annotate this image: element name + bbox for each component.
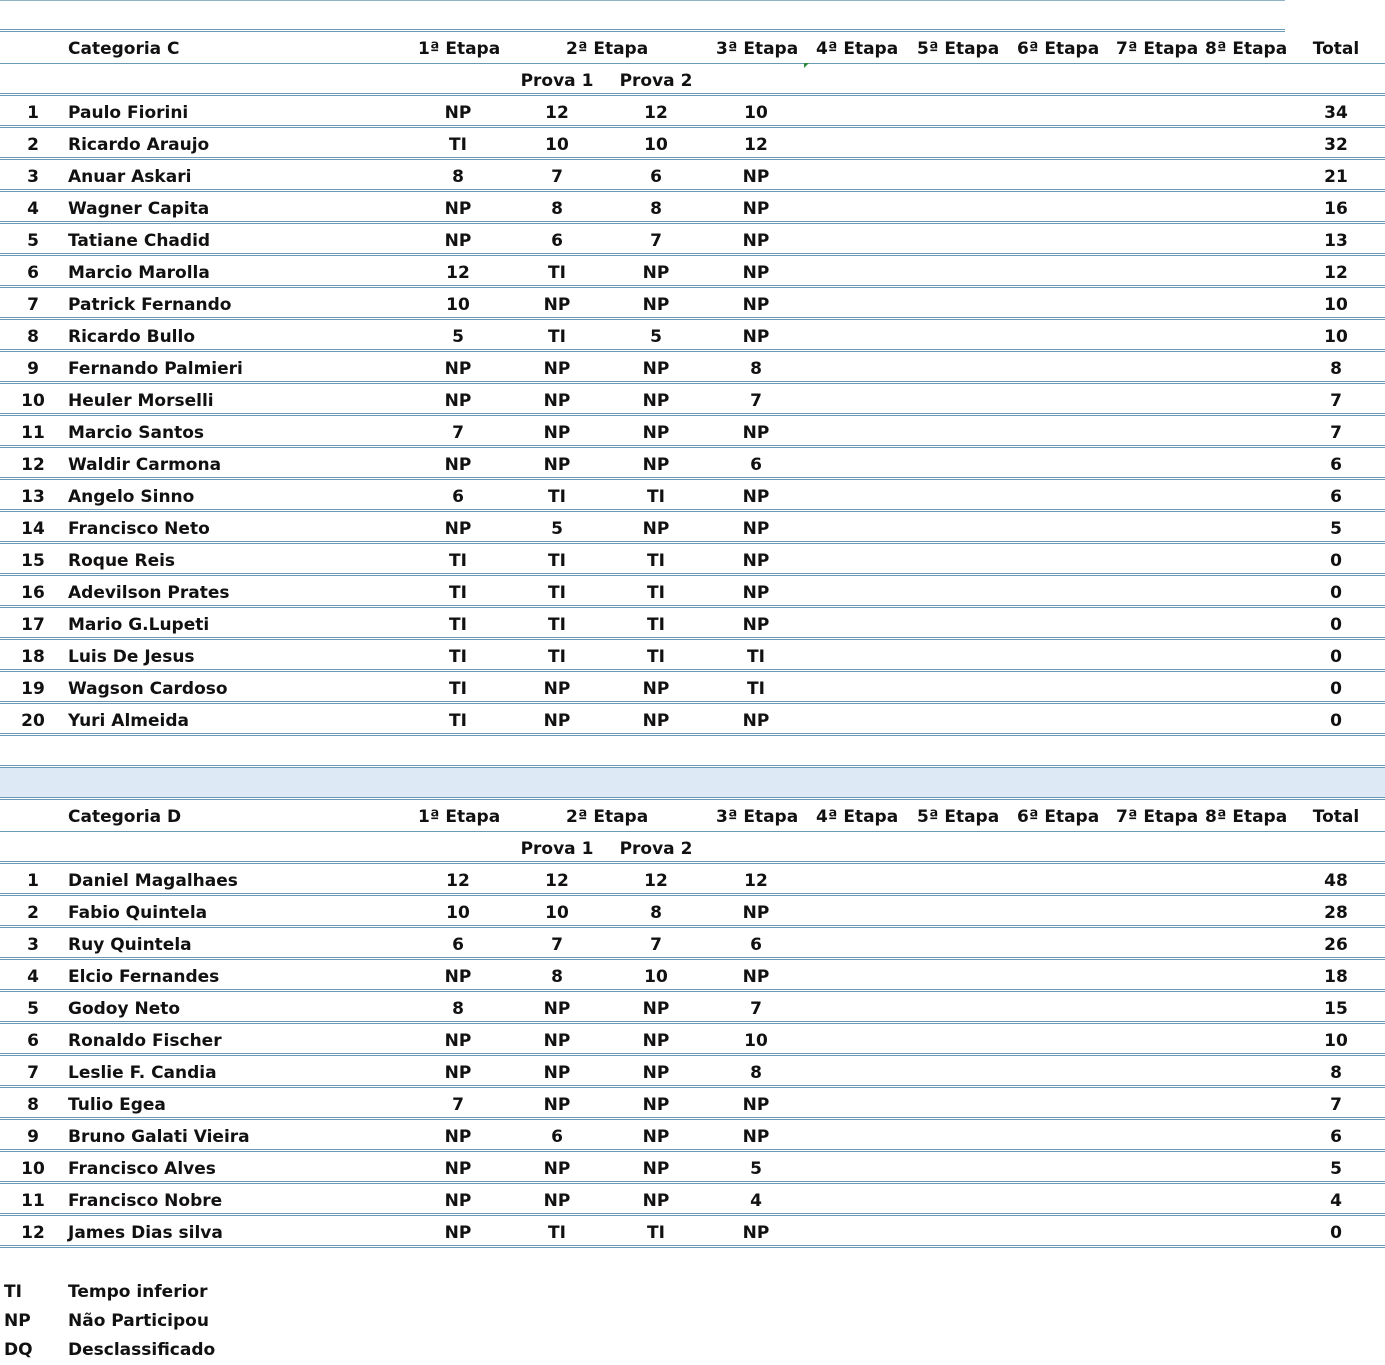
rank-cell: 2 <box>27 135 39 155</box>
col-etapa-4: 4ª Etapa <box>816 807 899 827</box>
prova-1-cell: NP <box>543 423 571 443</box>
rank-cell: 17 <box>21 615 45 635</box>
etapa-3-cell: NP <box>742 231 770 251</box>
prova-2-cell: TI <box>647 615 665 635</box>
row-border <box>0 957 1385 960</box>
prova-2-cell: 7 <box>650 935 662 955</box>
row-border <box>0 669 1385 672</box>
col-etapa-8: 8ª Etapa <box>1205 39 1288 59</box>
name-cell: Adevilson Prates <box>68 583 230 603</box>
name-cell: Wagner Capita <box>68 199 210 219</box>
total-cell: 12 <box>1324 263 1348 283</box>
total-cell: 15 <box>1324 999 1348 1019</box>
etapa-3-cell: 12 <box>744 871 768 891</box>
etapa-1-cell: NP <box>444 967 472 987</box>
prova-1-cell: 10 <box>545 135 569 155</box>
rank-cell: 1 <box>27 103 39 123</box>
row-border <box>0 541 1385 544</box>
etapa-3-cell: 5 <box>750 1159 762 1179</box>
etapa-3-cell: TI <box>747 679 765 699</box>
etapa-1-cell: NP <box>444 359 472 379</box>
prova-2-cell: NP <box>642 1159 670 1179</box>
row-border <box>0 701 1385 704</box>
prova-1-cell: NP <box>543 1191 571 1211</box>
prova-2-cell: NP <box>642 295 670 315</box>
row-border <box>0 1117 1385 1120</box>
etapa-1-cell: NP <box>444 519 472 539</box>
name-cell: Marcio Santos <box>68 423 205 443</box>
prova-2-cell: 12 <box>644 103 668 123</box>
name-cell: Francisco Nobre <box>68 1191 223 1211</box>
rank-cell: 11 <box>21 423 45 443</box>
cat-c-title: Categoria C <box>68 39 180 59</box>
col-etapa-1: 1ª Etapa <box>418 39 501 59</box>
etapa-3-cell: 8 <box>750 359 762 379</box>
total-cell: 13 <box>1324 231 1348 251</box>
name-cell: James Dias silva <box>68 1223 223 1243</box>
rank-cell: 9 <box>27 359 39 379</box>
prova-2-cell: NP <box>642 679 670 699</box>
total-cell: 0 <box>1330 551 1342 571</box>
rank-cell: 2 <box>27 903 39 923</box>
total-cell: 0 <box>1330 711 1342 731</box>
row-border <box>0 1149 1385 1152</box>
name-cell: Mario G.Lupeti <box>68 615 210 635</box>
total-cell: 18 <box>1324 967 1348 987</box>
rank-cell: 3 <box>27 167 39 187</box>
etapa-3-cell: TI <box>747 647 765 667</box>
legend-value: Não Participou <box>68 1311 209 1331</box>
prova-1-cell: NP <box>543 295 571 315</box>
prova-1-cell: TI <box>548 1223 566 1243</box>
etapa-1-cell: 10 <box>446 295 470 315</box>
etapa-3-cell: NP <box>742 1095 770 1115</box>
etapa-3-cell: NP <box>742 295 770 315</box>
total-cell: 8 <box>1330 1063 1342 1083</box>
name-cell: Tatiane Chadid <box>68 231 211 251</box>
name-cell: Angelo Sinno <box>68 487 195 507</box>
etapa-3-cell: NP <box>742 327 770 347</box>
total-cell: 34 <box>1324 103 1348 123</box>
rank-cell: 16 <box>21 583 45 603</box>
rank-cell: 4 <box>27 199 39 219</box>
rank-cell: 14 <box>21 519 45 539</box>
etapa-3-cell: NP <box>742 967 770 987</box>
legend-value: Tempo inferior <box>68 1282 208 1302</box>
etapa-1-cell: TI <box>449 615 467 635</box>
prova-2-cell: NP <box>642 359 670 379</box>
etapa-3-cell: NP <box>742 263 770 283</box>
row-border <box>0 253 1385 256</box>
total-cell: 0 <box>1330 583 1342 603</box>
name-cell: Tulio Egea <box>68 1095 166 1115</box>
name-cell: Ricardo Bullo <box>68 327 196 347</box>
rank-cell: 20 <box>21 711 45 731</box>
prova-1-cell: TI <box>548 327 566 347</box>
etapa-1-cell: NP <box>444 455 472 475</box>
rank-cell: 18 <box>21 647 45 667</box>
etapa-1-cell: 7 <box>452 423 464 443</box>
prova-1-cell: NP <box>543 359 571 379</box>
etapa-3-cell: 10 <box>744 103 768 123</box>
col-etapa-5: 5ª Etapa <box>917 807 1000 827</box>
row-border <box>0 893 1385 896</box>
legend-row <box>0 1336 400 1365</box>
col-etapa-6: 6ª Etapa <box>1017 807 1100 827</box>
prova-2-cell: 6 <box>650 167 662 187</box>
prova-1-cell: TI <box>548 615 566 635</box>
prova-2-cell: NP <box>642 1031 670 1051</box>
prova-1-cell: TI <box>548 647 566 667</box>
row-border <box>0 349 1385 352</box>
name-cell: Elcio Fernandes <box>68 967 220 987</box>
prova-2-cell: 5 <box>650 327 662 347</box>
row-border <box>0 477 1385 480</box>
etapa-1-cell: TI <box>449 679 467 699</box>
prova-1-cell: TI <box>548 551 566 571</box>
row-border <box>0 509 1385 512</box>
prova-1-cell: NP <box>543 1095 571 1115</box>
prova-2-cell: 8 <box>650 903 662 923</box>
cat-d-header-line <box>0 831 1385 832</box>
etapa-1-cell: NP <box>444 1063 472 1083</box>
prova-1-cell: 12 <box>545 871 569 891</box>
etapa-1-cell: 7 <box>452 1095 464 1115</box>
etapa-1-cell: 8 <box>452 999 464 1019</box>
prova-2-cell: TI <box>647 583 665 603</box>
total-cell: 7 <box>1330 423 1342 443</box>
total-cell: 6 <box>1330 455 1342 475</box>
total-cell: 0 <box>1330 615 1342 635</box>
etapa-1-cell: 6 <box>452 487 464 507</box>
rank-cell: 7 <box>27 295 39 315</box>
section-divider-band <box>0 768 1385 797</box>
top-border-double <box>0 29 1285 32</box>
cat-d-title: Categoria D <box>68 807 182 827</box>
prova-1-cell: 10 <box>545 903 569 923</box>
row-border <box>0 285 1385 288</box>
total-cell: 0 <box>1330 1223 1342 1243</box>
prova-1-cell: 7 <box>551 167 563 187</box>
prova-2-cell: NP <box>642 455 670 475</box>
row-border <box>0 413 1385 416</box>
etapa-1-cell: NP <box>444 199 472 219</box>
rank-cell: 15 <box>21 551 45 571</box>
etapa-1-cell: 12 <box>446 263 470 283</box>
legend-row <box>0 1307 400 1336</box>
total-cell: 8 <box>1330 359 1342 379</box>
col-etapa-4: 4ª Etapa <box>816 39 899 59</box>
etapa-3-cell: NP <box>742 423 770 443</box>
etapa-1-cell: NP <box>444 1191 472 1211</box>
col-etapa-2: 2ª Etapa <box>566 39 649 59</box>
prova-1-cell: 7 <box>551 935 563 955</box>
rank-cell: 12 <box>21 1223 45 1243</box>
prova-2-cell: NP <box>642 999 670 1019</box>
prova-1-cell: TI <box>548 263 566 283</box>
col-prova-2: Prova 2 <box>619 71 693 91</box>
row-border <box>0 989 1385 992</box>
rank-cell: 10 <box>21 391 45 411</box>
prova-1-cell: NP <box>543 999 571 1019</box>
row-border <box>0 381 1385 384</box>
etapa-3-cell: 6 <box>750 935 762 955</box>
total-cell: 16 <box>1324 199 1348 219</box>
prova-1-cell: 6 <box>551 1127 563 1147</box>
rank-cell: 5 <box>27 999 39 1019</box>
total-cell: 7 <box>1330 391 1342 411</box>
prova-1-cell: 8 <box>551 967 563 987</box>
prova-2-cell: 10 <box>644 967 668 987</box>
prova-2-cell: NP <box>642 1095 670 1115</box>
col-prova-2: Prova 2 <box>619 839 693 859</box>
prova-1-cell: NP <box>543 711 571 731</box>
etapa-1-cell: NP <box>444 1159 472 1179</box>
prova-2-cell: NP <box>642 263 670 283</box>
rank-cell: 8 <box>27 1095 39 1115</box>
prova-1-cell: NP <box>543 455 571 475</box>
prova-2-cell: TI <box>647 551 665 571</box>
etapa-1-cell: NP <box>444 1223 472 1243</box>
etapa-1-cell: 5 <box>452 327 464 347</box>
row-border <box>0 1245 1385 1248</box>
etapa-1-cell: TI <box>449 551 467 571</box>
prova-2-cell: NP <box>642 1063 670 1083</box>
row-border <box>0 733 1385 736</box>
legend-key: TI <box>4 1282 22 1302</box>
row-border <box>0 1053 1385 1056</box>
prova-2-cell: NP <box>642 423 670 443</box>
col-etapa-1: 1ª Etapa <box>418 807 501 827</box>
name-cell: Waldir Carmona <box>68 455 222 475</box>
prova-2-cell: 12 <box>644 871 668 891</box>
col-etapa-7: 7ª Etapa <box>1116 39 1199 59</box>
prova-1-cell: 5 <box>551 519 563 539</box>
row-border <box>0 573 1385 576</box>
name-cell: Heuler Morselli <box>68 391 214 411</box>
prova-2-cell: NP <box>642 519 670 539</box>
rank-cell: 13 <box>21 487 45 507</box>
etapa-3-cell: NP <box>742 199 770 219</box>
etapa-1-cell: TI <box>449 583 467 603</box>
rank-cell: 11 <box>21 1191 45 1211</box>
row-border <box>0 317 1385 320</box>
rank-cell: 10 <box>21 1159 45 1179</box>
name-cell: Ricardo Araujo <box>68 135 210 155</box>
name-cell: Roque Reis <box>68 551 176 571</box>
rank-cell: 8 <box>27 327 39 347</box>
total-cell: 5 <box>1330 519 1342 539</box>
name-cell: Ronaldo Fischer <box>68 1031 222 1051</box>
name-cell: Leslie F. Candia <box>68 1063 217 1083</box>
etapa-3-cell: 6 <box>750 455 762 475</box>
cat-d-subheader-line <box>0 861 1385 864</box>
prova-2-cell: 8 <box>650 199 662 219</box>
etapa-3-cell: 7 <box>750 391 762 411</box>
rank-cell: 7 <box>27 1063 39 1083</box>
etapa-3-cell: NP <box>742 519 770 539</box>
etapa-3-cell: NP <box>742 167 770 187</box>
etapa-3-cell: NP <box>742 615 770 635</box>
legend-value: Desclassificado <box>68 1340 216 1360</box>
prova-2-cell: NP <box>642 711 670 731</box>
etapa-1-cell: NP <box>444 103 472 123</box>
etapa-1-cell: NP <box>444 391 472 411</box>
prova-1-cell: NP <box>543 1063 571 1083</box>
cat-d-header-row <box>0 801 1385 833</box>
prova-2-cell: NP <box>642 1191 670 1211</box>
rank-cell: 12 <box>21 455 45 475</box>
name-cell: Francisco Alves <box>68 1159 216 1179</box>
total-cell: 10 <box>1324 1031 1348 1051</box>
etapa-3-cell: 7 <box>750 999 762 1019</box>
total-cell: 0 <box>1330 679 1342 699</box>
col-etapa-5: 5ª Etapa <box>917 39 1000 59</box>
etapa-1-cell: TI <box>449 711 467 731</box>
prova-2-cell: 7 <box>650 231 662 251</box>
total-cell: 6 <box>1330 487 1342 507</box>
name-cell: Wagson Cardoso <box>68 679 228 699</box>
prova-1-cell: 6 <box>551 231 563 251</box>
total-cell: 48 <box>1324 871 1348 891</box>
name-cell: Anuar Askari <box>68 167 192 187</box>
etapa-1-cell: TI <box>449 135 467 155</box>
total-cell: 26 <box>1324 935 1348 955</box>
name-cell: Bruno Galati Vieira <box>68 1127 250 1147</box>
name-cell: Godoy Neto <box>68 999 181 1019</box>
prova-1-cell: 8 <box>551 199 563 219</box>
etapa-1-cell: NP <box>444 1127 472 1147</box>
etapa-1-cell: 8 <box>452 167 464 187</box>
name-cell: Yuri Almeida <box>68 711 190 731</box>
etapa-3-cell: NP <box>742 551 770 571</box>
row-border <box>0 1181 1385 1184</box>
cat-c-header-line <box>0 63 1385 64</box>
name-cell: Fabio Quintela <box>68 903 208 923</box>
section-divider-bottom <box>0 797 1385 800</box>
name-cell: Patrick Fernando <box>68 295 232 315</box>
col-etapa-7: 7ª Etapa <box>1116 807 1199 827</box>
prova-2-cell: NP <box>642 391 670 411</box>
prova-1-cell: NP <box>543 679 571 699</box>
etapa-3-cell: 12 <box>744 135 768 155</box>
etapa-3-cell: NP <box>742 903 770 923</box>
total-cell: 4 <box>1330 1191 1342 1211</box>
legend-key: NP <box>4 1311 31 1331</box>
row-border <box>0 189 1385 192</box>
rank-cell: 3 <box>27 935 39 955</box>
etapa-1-cell: TI <box>449 647 467 667</box>
cat-c-subheader-line <box>0 93 1385 96</box>
cat-c-header-row <box>0 33 1385 65</box>
name-cell: Daniel Magalhaes <box>68 871 238 891</box>
col-etapa-6: 6ª Etapa <box>1017 39 1100 59</box>
name-cell: Luis De Jesus <box>68 647 195 667</box>
total-cell: 7 <box>1330 1095 1342 1115</box>
top-border <box>0 0 1285 1</box>
etapa-1-cell: 10 <box>446 903 470 923</box>
col-total: Total <box>1312 807 1360 827</box>
etapa-1-cell: NP <box>444 1031 472 1051</box>
rank-cell: 4 <box>27 967 39 987</box>
row-border <box>0 925 1385 928</box>
prova-1-cell: NP <box>543 391 571 411</box>
etapa-3-cell: NP <box>742 487 770 507</box>
row-border <box>0 445 1385 448</box>
total-cell: 6 <box>1330 1127 1342 1147</box>
prova-1-cell: NP <box>543 1159 571 1179</box>
etapa-1-cell: NP <box>444 231 472 251</box>
etapa-1-cell: 12 <box>446 871 470 891</box>
col-total: Total <box>1312 39 1360 59</box>
etapa-3-cell: NP <box>742 583 770 603</box>
name-cell: Paulo Fiorini <box>68 103 189 123</box>
etapa-1-cell: 6 <box>452 935 464 955</box>
prova-2-cell: TI <box>647 647 665 667</box>
rank-cell: 6 <box>27 1031 39 1051</box>
legend-row <box>0 1278 400 1307</box>
rank-cell: 5 <box>27 231 39 251</box>
row-border <box>0 1213 1385 1216</box>
col-etapa-3: 3ª Etapa <box>716 807 799 827</box>
prova-2-cell: TI <box>647 1223 665 1243</box>
col-etapa-2: 2ª Etapa <box>566 807 649 827</box>
row-border <box>0 637 1385 640</box>
prova-2-cell: TI <box>647 487 665 507</box>
etapa-3-cell: NP <box>742 1127 770 1147</box>
col-prova-1: Prova 1 <box>520 71 594 91</box>
prova-2-cell: 10 <box>644 135 668 155</box>
row-border <box>0 125 1385 128</box>
rank-cell: 19 <box>21 679 45 699</box>
name-cell: Francisco Neto <box>68 519 210 539</box>
legend-key: DQ <box>4 1340 33 1360</box>
col-etapa-3: 3ª Etapa <box>716 39 799 59</box>
total-cell: 0 <box>1330 647 1342 667</box>
etapa-3-cell: NP <box>742 711 770 731</box>
prova-2-cell: NP <box>642 1127 670 1147</box>
rank-cell: 1 <box>27 871 39 891</box>
col-etapa-8: 8ª Etapa <box>1205 807 1288 827</box>
etapa-3-cell: 8 <box>750 1063 762 1083</box>
etapa-3-cell: NP <box>742 1223 770 1243</box>
total-cell: 28 <box>1324 903 1348 923</box>
name-cell: Fernando Palmieri <box>68 359 243 379</box>
col-prova-1: Prova 1 <box>520 839 594 859</box>
row-border <box>0 221 1385 224</box>
prova-1-cell: TI <box>548 487 566 507</box>
total-cell: 10 <box>1324 327 1348 347</box>
prova-1-cell: 12 <box>545 103 569 123</box>
row-border <box>0 605 1385 608</box>
rank-cell: 9 <box>27 1127 39 1147</box>
row-border <box>0 1021 1385 1024</box>
row-border <box>0 1085 1385 1088</box>
total-cell: 21 <box>1324 167 1348 187</box>
row-border <box>0 157 1385 160</box>
prova-1-cell: TI <box>548 583 566 603</box>
name-cell: Ruy Quintela <box>68 935 192 955</box>
etapa-3-cell: 10 <box>744 1031 768 1051</box>
prova-1-cell: NP <box>543 1031 571 1051</box>
rank-cell: 6 <box>27 263 39 283</box>
total-cell: 5 <box>1330 1159 1342 1179</box>
total-cell: 32 <box>1324 135 1348 155</box>
total-cell: 10 <box>1324 295 1348 315</box>
etapa-3-cell: 4 <box>750 1191 762 1211</box>
name-cell: Marcio Marolla <box>68 263 210 283</box>
